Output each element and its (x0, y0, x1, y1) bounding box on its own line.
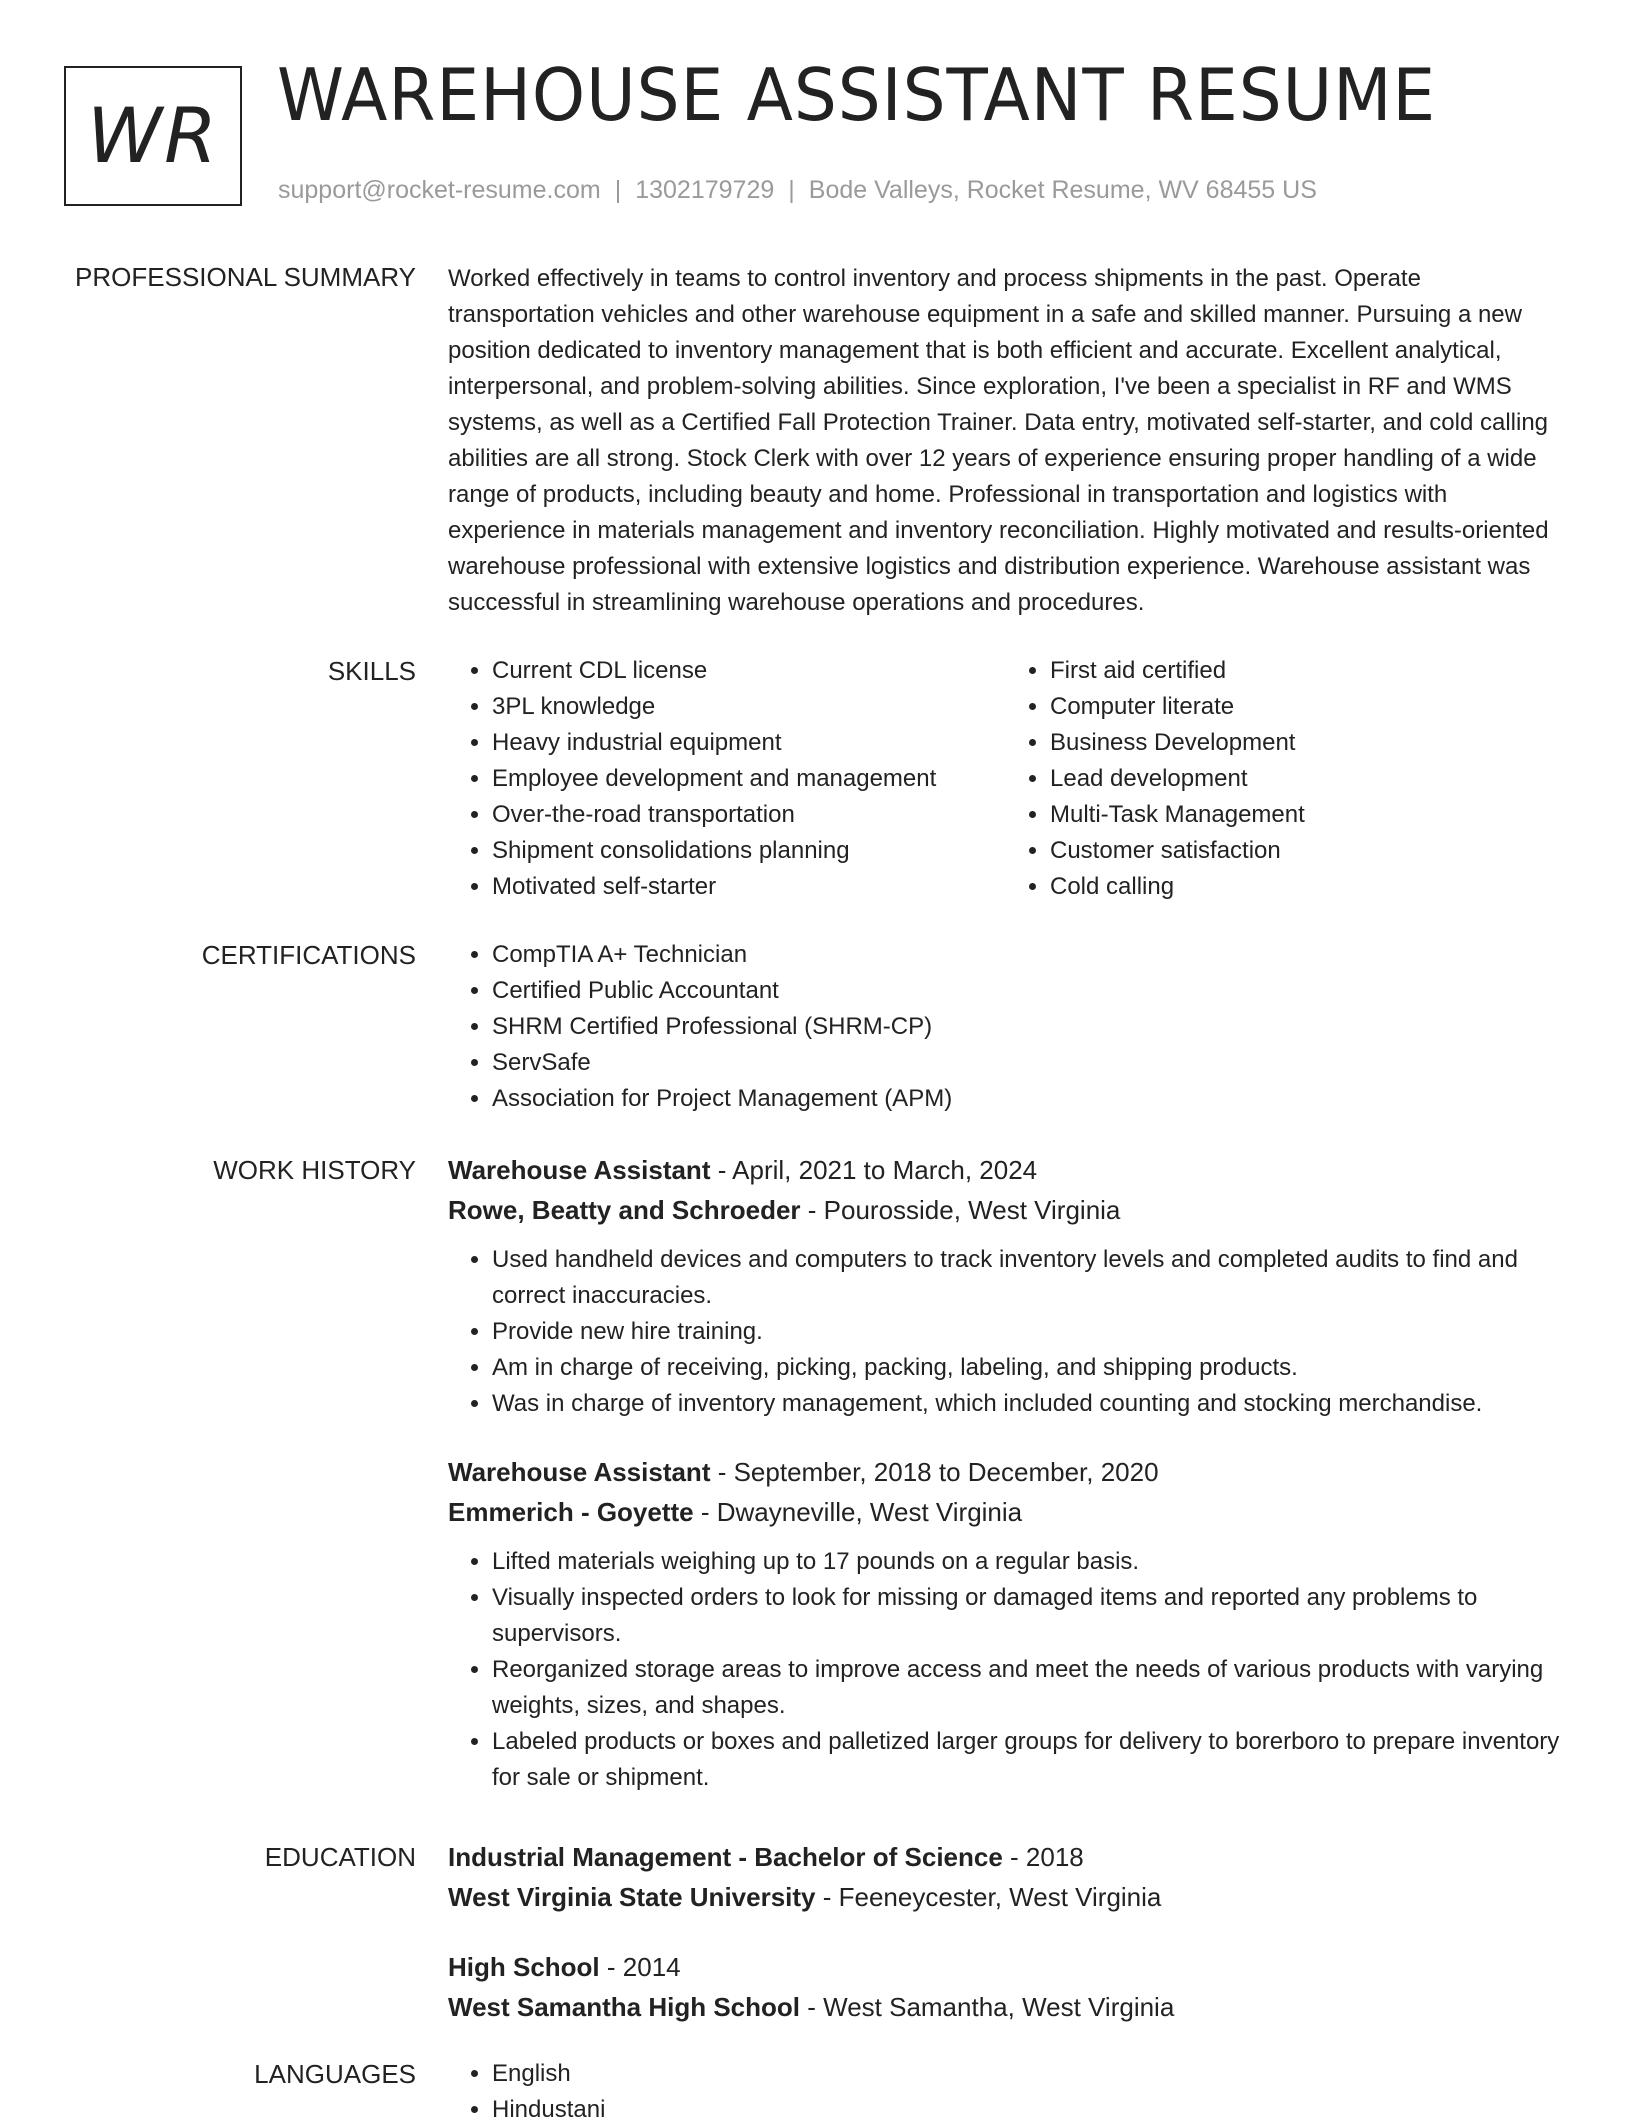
job-location: - Dwayneville, West Virginia (693, 1497, 1023, 1527)
education-location: - West Samantha, West Virginia (800, 1992, 1175, 2022)
skill-item: • 3PL knowledge (492, 689, 1006, 725)
skill-item: • Over-the-road transportation (492, 797, 1006, 833)
job-title-line (448, 1452, 1564, 1492)
skills-list-right (1006, 653, 1564, 905)
contact-address: Bode Valleys, Rocket Resume, WV 68455 US (808, 176, 1317, 204)
skill-item: • Lead development (1050, 761, 1564, 797)
section-heading-certifications: CERTIFICATIONS (201, 940, 416, 970)
job-entry (448, 1452, 1564, 1796)
contact-line (278, 176, 1317, 205)
skill-item: • Current CDL license (492, 653, 1006, 689)
monogram-logo (64, 66, 242, 206)
education-location: - Feeneycester, West Virginia (815, 1882, 1162, 1912)
skill-item: • Heavy industrial equipment (492, 725, 1006, 761)
education-year: - 2014 (599, 1952, 681, 1982)
job-duty: • Was in charge of inventory management, which included counting and stocking merchandise. (492, 1386, 1564, 1422)
job-title: Warehouse Assistant (448, 1457, 711, 1487)
job-entry (448, 1150, 1564, 1422)
job-duty: • Am in charge of receiving, picking, packing, labeling, and shipping products. (492, 1350, 1564, 1386)
language-item: • English (492, 2056, 1564, 2092)
education-year: - 2018 (1002, 1842, 1084, 1872)
skill-item: • Customer satisfaction (1050, 833, 1564, 869)
job-duty: • Lifted materials weighing up to 17 pounds on a regular basis. (492, 1544, 1564, 1580)
job-company-line (448, 1190, 1564, 1230)
skills-list-left (448, 653, 1006, 905)
education-entry (448, 1947, 1564, 2027)
contact-separator: | (788, 176, 795, 204)
contact-separator: | (614, 176, 622, 204)
resume-title: WAREHOUSE ASSISTANT RESUME (277, 53, 1437, 137)
skill-item: • Computer literate (1050, 689, 1564, 725)
education-entry (448, 1837, 1564, 1917)
section-heading-work-history: WORK HISTORY (213, 1155, 416, 1185)
skill-item: • First aid certified (1050, 653, 1564, 689)
job-dates: - September, 2018 to December, 2020 (710, 1457, 1159, 1487)
education-school: West Virginia State University (448, 1882, 816, 1912)
job-duty: • Provide new hire training. (492, 1314, 1564, 1350)
education-school-line (448, 1877, 1564, 1917)
job-duty: • Visually inspected orders to look for missing or damaged items and reported any problems to supervisors. (492, 1580, 1564, 1652)
job-location: - Pourosside, West Virginia (800, 1195, 1121, 1225)
language-item: • Hindustani (492, 2092, 1564, 2128)
job-company-line (448, 1492, 1564, 1532)
certifications-list (448, 937, 1564, 1117)
job-duty: • Labeled products or boxes and palletized larger groups for delivery to borerboro to prepare inventory for sale or shipment. (492, 1724, 1564, 1796)
job-duty: • Reorganized storage areas to improve access and meet the needs of various products with varying weights, sizes, and shapes. (492, 1652, 1564, 1724)
job-company: Rowe, Beatty and Schroeder (448, 1195, 801, 1225)
job-duty: • Used handheld devices and computers to track inventory levels and completed audits to find and correct inaccuracies. (492, 1242, 1564, 1314)
summary-text: Worked effectively in teams to control inventory and process shipments in the past. Operate transportation vehicles and other warehouse equipment in a safe and skilled manner. Pursuing a new position dedicated to inventory management that is both efficient and accurate. Excellent analytical, interpersonal, and problem-solving abilities. Since exploration, I've been a specialist in RF and WMS systems, as well as a Certified Fall Protection Trainer. Data entry, motivated self-starter, and cold calling abilities are all strong. Stock Clerk with over 12 years of experience ensuring proper handling of a wide range of products, including beauty and home. Professional in transportation and logistics with experience in materials management and inventory reconciliation. Highly motivated and results-oriented warehouse professional with extensive logistics and distribution experience. Warehouse assistant was successful in streamlining warehouse operations and procedures. (448, 265, 1549, 616)
skill-item: • Business Development (1050, 725, 1564, 761)
section-heading-languages: LANGUAGES (254, 2059, 416, 2089)
skill-item: • Employee development and management (492, 761, 1006, 797)
job-duties-list (448, 1544, 1564, 1796)
job-company: Emmerich - Goyette (448, 1497, 694, 1527)
section-heading-summary: PROFESSIONAL SUMMARY (75, 262, 416, 292)
education-school-line (448, 1987, 1564, 2027)
section-heading-skills: SKILLS (327, 656, 416, 686)
job-dates: - April, 2021 to March, 2024 (710, 1155, 1038, 1185)
certification-item: • Certified Public Accountant (492, 973, 1564, 1009)
contact-phone: 1302179729 (635, 176, 775, 204)
education-degree: High School (448, 1952, 600, 1982)
certification-item: • ServSafe (492, 1045, 1564, 1081)
certification-item: • CompTIA A+ Technician (492, 937, 1564, 973)
job-title: Warehouse Assistant (448, 1155, 711, 1185)
skill-item: • Cold calling (1050, 869, 1564, 905)
skill-item: • Shipment consolidations planning (492, 833, 1006, 869)
languages-list (448, 2056, 1564, 2128)
certification-item: • SHRM Certified Professional (SHRM-CP) (492, 1009, 1564, 1045)
education-degree-line (448, 1947, 1564, 1987)
section-heading-education: EDUCATION (264, 1842, 416, 1872)
contact-email: support@rocket-resume.com (278, 176, 601, 204)
certification-item: • Association for Project Management (APM) (492, 1081, 1564, 1117)
education-degree: Industrial Management - Bachelor of Science (448, 1842, 1003, 1872)
job-title-line (448, 1150, 1564, 1190)
education-school: West Samantha High School (448, 1992, 801, 2022)
job-duties-list (448, 1242, 1564, 1422)
monogram-initials: WR (87, 91, 219, 180)
skill-item: • Motivated self-starter (492, 869, 1006, 905)
skill-item: • Multi-Task Management (1050, 797, 1564, 833)
education-degree-line (448, 1837, 1564, 1877)
